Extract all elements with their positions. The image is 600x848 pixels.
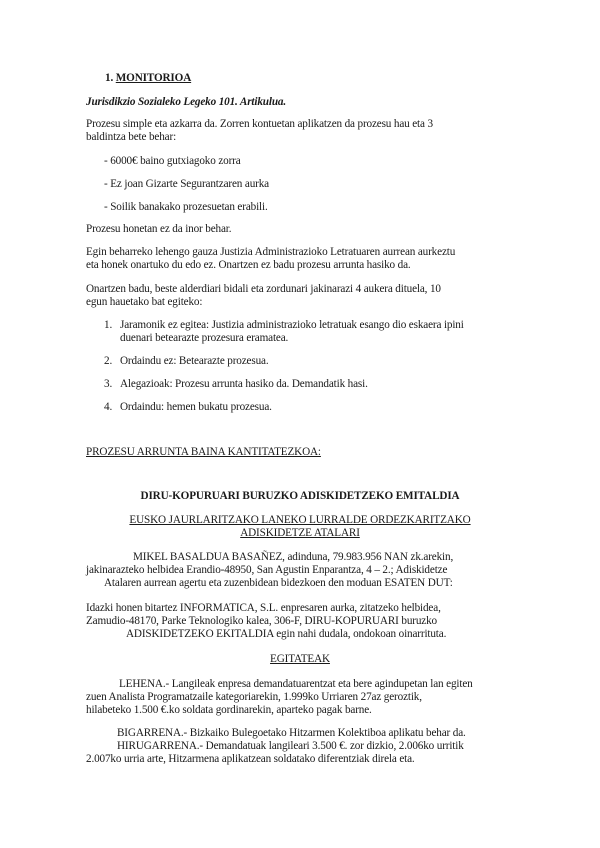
fact-second: BIGARRENA.- Bizkaiko Bulegoetako Hitzarmen Kolektiboa aplikatu behar da. [117,727,466,739]
section-title: MONITORIOA [115,72,192,84]
option-text: Ordaindu: hemen bukatu prozesua. [120,401,272,413]
condition-item: - 6000€ baino gutxiagoko zorra [104,155,241,167]
defendant-paragraph: Idazki honen bitartez INFORMATICA, S.L. enpresaren aurka, zitatzeko helbidea, [86,602,441,614]
option-number: 4. [104,401,113,413]
accepted-text: egun hauetako bat egiteko: [86,296,203,308]
accepted-text: Onartzen badu, beste alderdiari bidali eta zordunari jakinarazi 4 aukera dituela, 10 [86,283,441,295]
fact-third: 2.007ko urria arte, Hitzarmena aplikatzean soldatako diferentziak direla eta. [86,753,415,765]
option-text: Ordaindu ez: Betearazte prozesua. [120,355,269,367]
office-addressee: ADISKIDETZE ATALARI [240,527,360,539]
fact-third: HIRUGARRENA.- Demandatuak langileari 3.500 €. zor dizkio, 2.006ko urritik [117,740,464,752]
no-lawyer-text: Prozesu honetan ez da inor behar. [86,223,232,235]
section-heading [105,72,191,85]
option-number: 2. [104,355,113,367]
ordinary-process-heading: PROZESU ARRUNTA BAINA KANTITATEZKOA: [86,446,321,458]
condition-item: - Soilik banakako prozesuetan erabili. [104,201,268,213]
first-step-text: eta honek onartuko du edo ez. Onartzen ez badu prozesu arrunta hasiko da. [86,259,411,271]
option-number: 1. [104,319,113,331]
facts-heading: EGITATEAK [270,653,330,665]
claimant-paragraph: MIKEL BASALDUA BASAÑEZ, adinduna, 79.983.956 NAN zk.arekin, [133,551,454,563]
claimant-paragraph: jakinarazteko helbidea Erandio-48950, San Agustin Enparantza, 4 – 2.; Adiskidetze [86,564,448,576]
fact-first: zuen Analista Programatzaile kategoriarekin, 1.999ko Urriaren 27az geroztik, [86,691,422,703]
option-text: Alegazioak: Prozesu arrunta hasiko da. Demandatik hasi. [120,378,368,390]
section-number: 1. [105,72,114,84]
intro-text: baldintza bete behar: [86,131,177,143]
law-article-subtitle: Jurisdikzio Sozialeko Legeko 101. Artikulua. [86,96,286,108]
intro-text: Prozesu simple eta azkarra da. Zorren kontuetan aplikatzen da prozesu hau eta 3 [86,118,433,130]
option-number: 3. [104,378,113,390]
defendant-paragraph: ADISKIDETZEKO EKITALDIA egin nahi dudala, ondokoan oinarrituta. [126,628,447,640]
document-title: DIRU-KOPURUARI BURUZKO ADISKIDETZEKO EMITALDIA [140,490,460,502]
first-step-text: Egin beharreko lehengo gauza Justizia Administrazioko Letratuaren aurrean aurkeztu [86,246,456,258]
office-addressee: EUSKO JAURLARITZAKO LANEKO LURRALDE ORDEZKARITZAKO [129,514,471,526]
claimant-paragraph: Atalaren aurrean agertu eta zuzenbidean bidezkoen den moduan ESATEN DUT: [104,577,453,589]
condition-item: - Ez joan Gizarte Segurantzaren aurka [104,178,269,190]
option-text: duenari betearazte prozesura eramatea. [120,332,289,344]
fact-first: LEHENA.- Langileak enpresa demandatuarentzat eta bere agindupetan lan egiten [119,678,473,690]
defendant-paragraph: Zamudio-48170, Parke Teknologiko kalea, 306-F, DIRU-KOPURUARI buruzko [86,615,437,627]
option-text: Jaramonik ez egitea: Justizia administrazioko letratuak esango dio eskaera ipini [120,319,464,331]
fact-first: hilabeteko 1.500 €.ko soldata gordinarekin, aparteko pagak barne. [86,704,372,716]
